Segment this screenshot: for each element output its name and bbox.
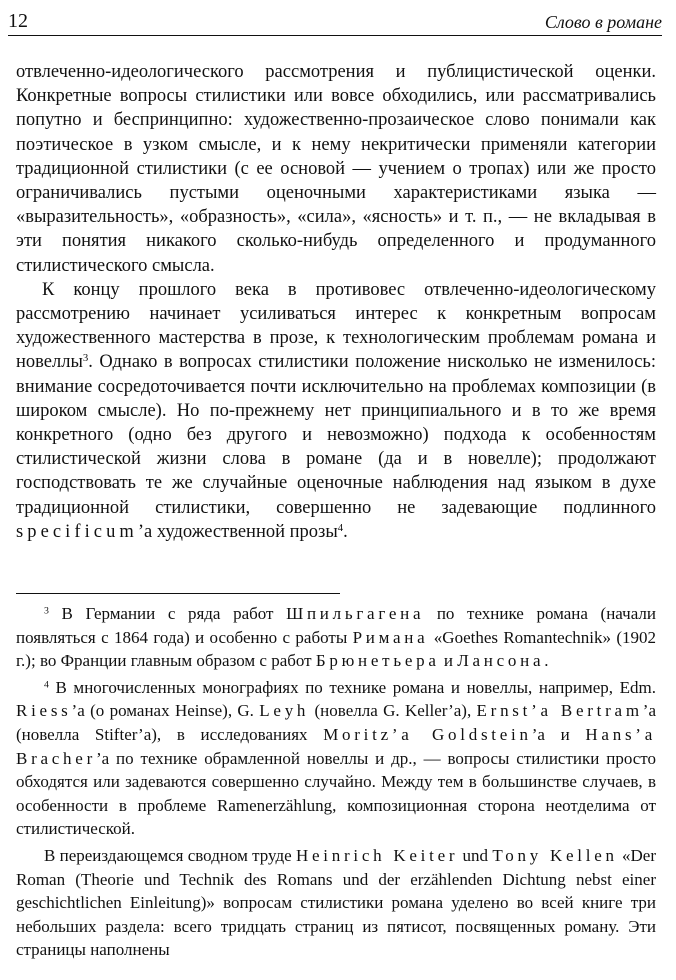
paragraph-2 xyxy=(16,278,656,544)
author-riman: Римана xyxy=(352,627,429,647)
author-keiter: Heinrich Keiter xyxy=(295,845,459,865)
footnote-4-text: ’а по технике обрамленной новеллы и др., — вопросы стилистики просто обходятся или задеваются совершенно случайно. Между тем в большинстве случаев, в особенности в проблеме Ramenerzählung, композиционная сторона неотделима от стилистической. xyxy=(16,748,656,839)
paragraph-2-text-d: . xyxy=(343,521,348,542)
footnote-4b-text: В переиздающемся сводном труде xyxy=(44,845,296,865)
author-riess: Riess xyxy=(16,701,72,721)
footnote-4-continued xyxy=(16,844,656,962)
footnote-separator xyxy=(16,593,340,594)
footnote-ref-3[interactable]: 3 xyxy=(82,352,89,365)
header-rule xyxy=(8,35,662,36)
footnote-4 xyxy=(16,676,656,841)
running-title: Слово в романе xyxy=(544,12,662,32)
footnote-4-text: ’а и xyxy=(531,724,586,744)
footnote-4-text: ’а (новелла Stifter’a), в исследованиях xyxy=(16,701,656,744)
footnotes xyxy=(16,602,656,962)
author-goldstein: Moritz’a Goldstein xyxy=(323,724,532,744)
footnote-ref-4[interactable]: 4 xyxy=(337,521,344,534)
footnote-3-text: . xyxy=(544,651,549,671)
author-brunetier: Брюнетьера xyxy=(315,651,440,671)
footnote-3-text: В Германии с ряда работ xyxy=(48,604,287,623)
author-bracher: Hans’a Bracher xyxy=(16,724,656,768)
paragraph-2-text-b: . Однако в вопросах стилистики положение нисколько не изменилось: внимание сосредоточивается почти исключительно на проблемах композиции (в широком смысле). Но по-прежнему нет принципиального и в то же время конкретного (одно без другого и невозможно) подхода к особенностям стилистической жизни слова в романе (да и в новелле); продолжают господствовать те же случайные оценочные наблюдения над языком в духе традиционной стилистики, совершенно не задевающие подлинного xyxy=(16,352,656,518)
specificum-term: specificum xyxy=(16,521,138,542)
page-number: 12 xyxy=(8,10,28,32)
footnote-4-text: (новелла G. Keller’a), xyxy=(309,701,477,721)
footnote-4-text: ’а (о романах Heinse), G. xyxy=(71,701,260,721)
author-bertram: Ernst’a Bertram xyxy=(476,701,643,721)
author-kellen: Tony Kellen xyxy=(492,845,618,865)
footnote-3-text: по технике романа (начали появляться с 1864 года) и особенно с работы xyxy=(16,604,656,647)
paragraph-2-text-a: К концу прошлого века в противовес отвлеченно-идеологическому рассмотрению начинает усиливаться интерес к конкретным вопросам художественного мастерства в прозе, к технологическим проблемам романа и новеллы xyxy=(16,279,656,373)
running-header xyxy=(8,10,662,36)
footnote-4b-text: und xyxy=(458,845,493,865)
author-lanson: Лансона xyxy=(457,651,545,671)
footnote-4-text: В многочисленных монографиях по технике романа и новеллы, например, Edm. xyxy=(48,677,656,697)
footnote-3-text: и xyxy=(439,651,458,671)
paragraph-1 xyxy=(16,60,656,278)
footnote-4b-text: «Der Roman (Theorie und Technik des Romans und der erzählenden Dichtung nebst einer geschichtlichen Einleitung)» вопросам стилистики романа уделено во всей книге три небольших раздела: всего тридцать страниц из пятисот, посвященных роману. Эти страницы наполнены xyxy=(16,845,657,960)
paragraph-1-text: отвлеченно-идеологического рассмотрения и публицистической оценки. Конкретные вопросы стилистики или вовсе обходились, или рассматривались попутно и беспринципно: художественно-прозаическое слово понимали как поэтическое в узком смысле, и к нему некритически применяли категории традиционной стилистики (с ее основой — учением о тропах) или же просто ограничивались пустыми оценочными характеристиками языка — «выразительность», «образность», «сила», «ясность» и т. п., — не вкладывая в эти понятия никакого сколько-нибудь определенного и продуманного стилистического смысла. xyxy=(16,62,656,276)
paragraph-2-text-c: ’а художественной прозы xyxy=(137,521,338,542)
footnote-3-text: «Goethes Romantechnik» (1902 г.); во Франции главным образом с работ xyxy=(16,627,656,671)
footnote-mark-4: 4 xyxy=(44,679,49,691)
footnote-3 xyxy=(16,602,656,673)
main-text xyxy=(16,60,656,544)
footnote-mark-3: 3 xyxy=(44,605,49,617)
author-spielhagen: Шпильгагена xyxy=(286,604,425,623)
author-leyh: Leyh xyxy=(259,701,310,721)
